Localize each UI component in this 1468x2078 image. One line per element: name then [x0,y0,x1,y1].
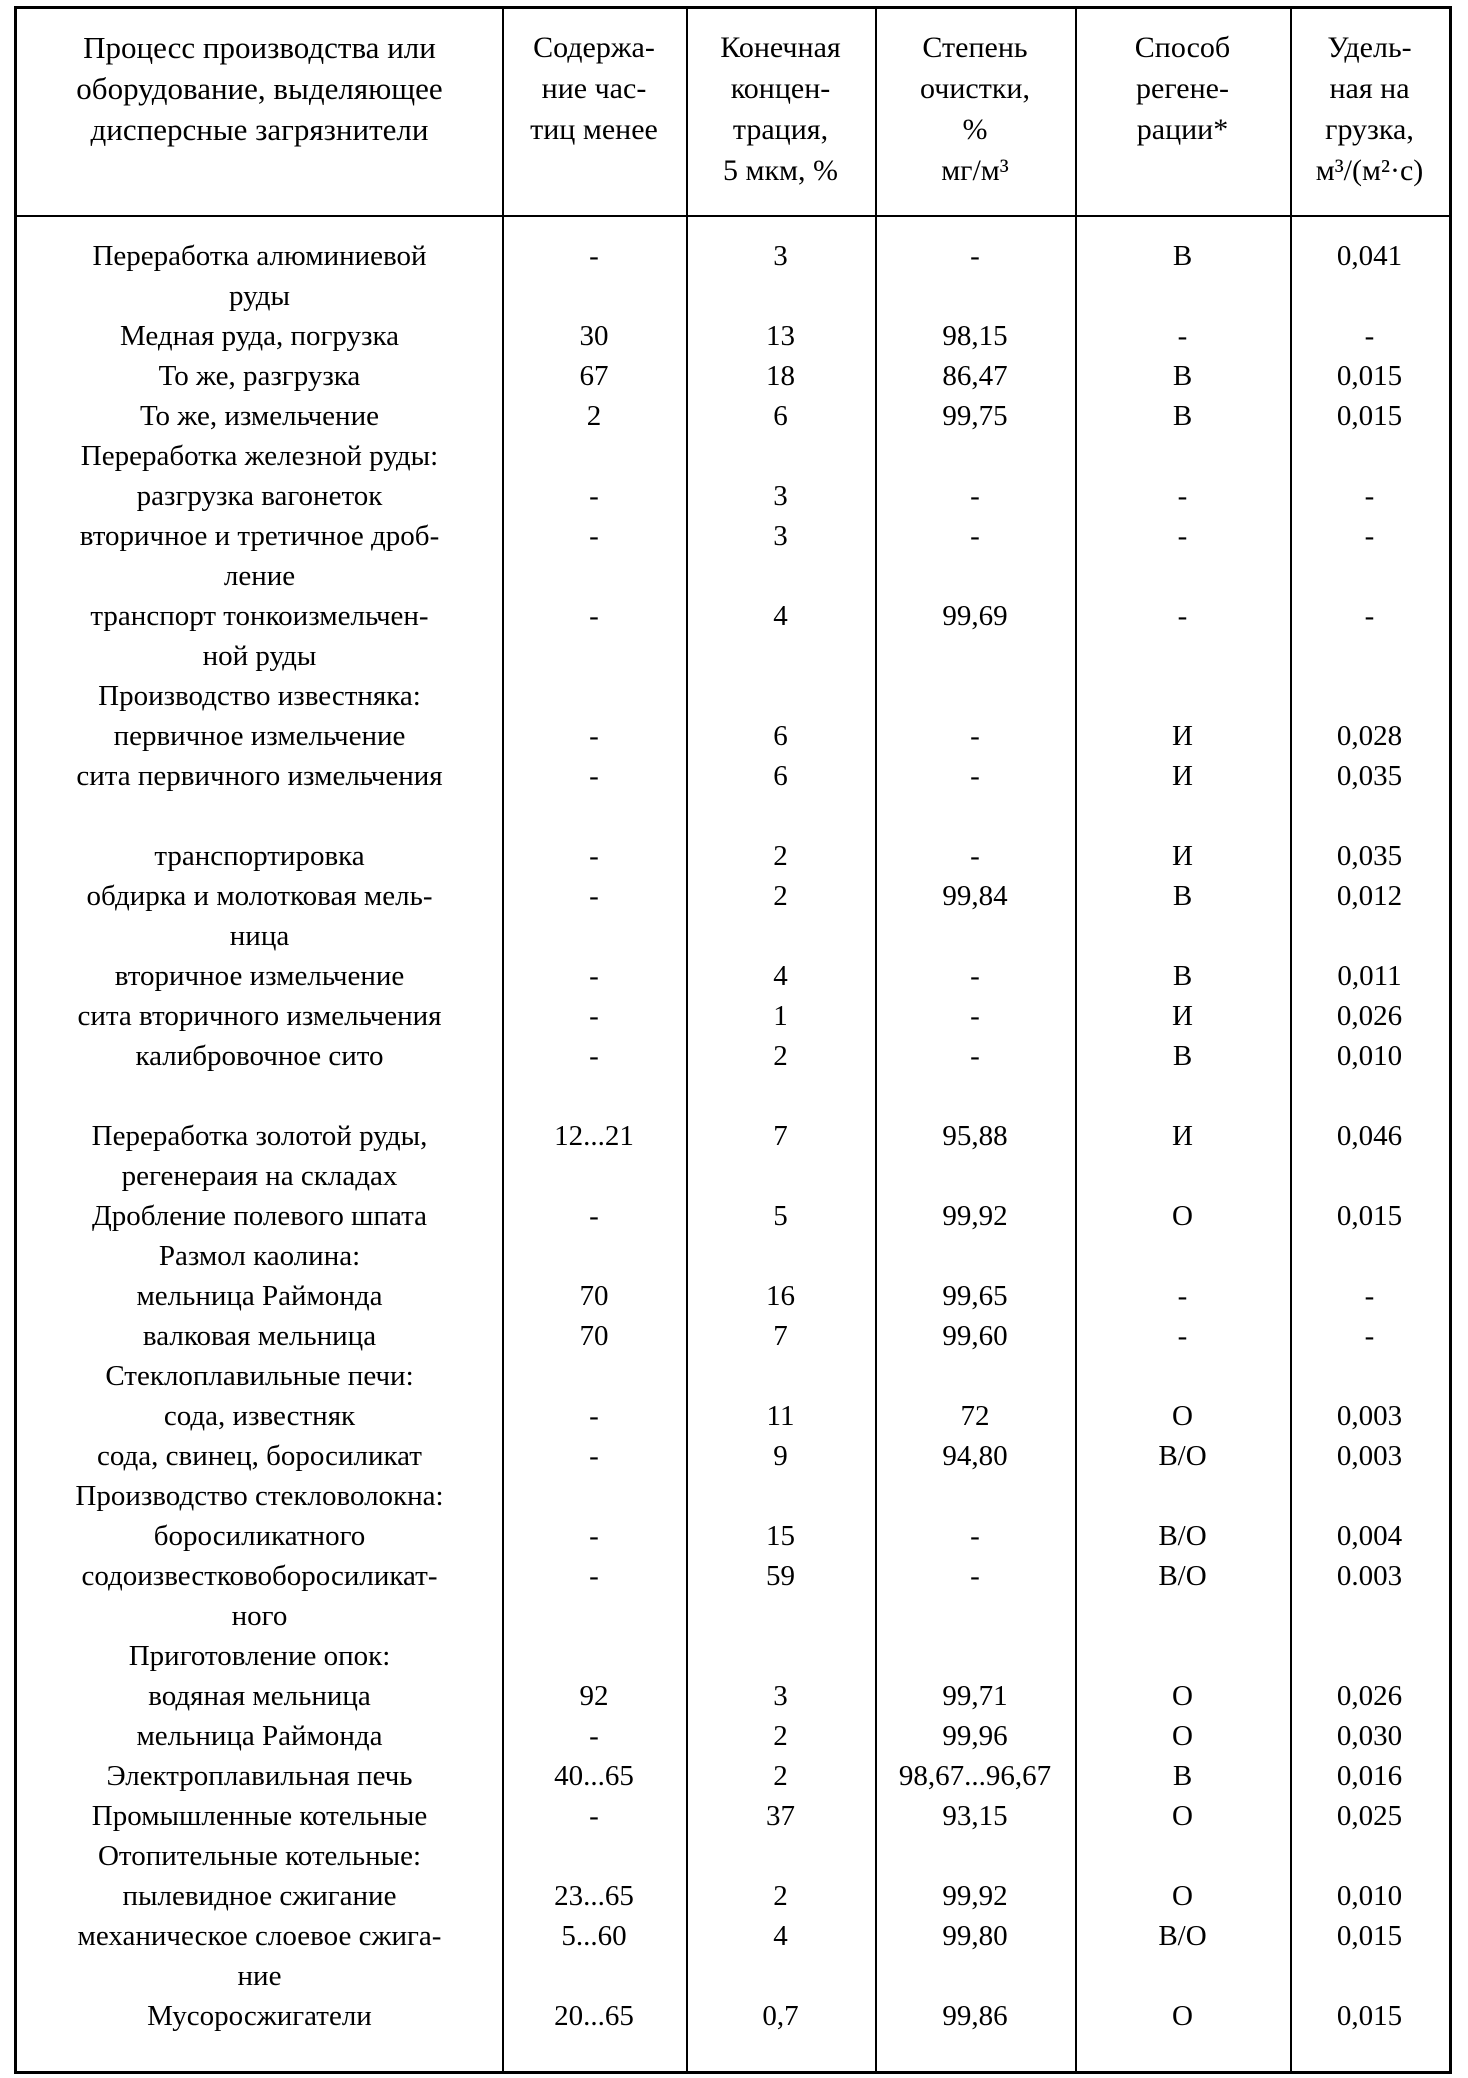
cell-final-concentration: 1 [773,1000,788,1032]
cell-process: Переработка железной руды: [80,440,439,472]
cell-final-concentration: 4 [773,600,788,632]
cell-specific-load: 0,016 [1336,1760,1403,1792]
cell-particle-content: 70 [579,1280,609,1312]
cell-process: калибровочное сито [135,1040,384,1072]
cell-final-concentration: 37 [766,1800,795,1832]
cell-specific-load: 0,026 [1336,1000,1403,1032]
cell-final-concentration: 3 [773,1680,788,1712]
cell-specific-load: 0,011 [1337,960,1402,992]
cell-specific-load: 0,015 [1336,360,1403,392]
cell-regeneration-method: И [1172,840,1193,872]
cell-cleaning-degree: 94,80 [942,1440,1008,1472]
cell-final-concentration: 2 [773,840,788,872]
cell-particle-content: 20...65 [554,2000,634,2032]
cell-cleaning-degree: 99,69 [942,600,1008,632]
cell-particle-content: - [589,520,599,552]
cell-process: Производство известняка: [98,680,421,712]
cell-cleaning-degree: 99,75 [942,400,1008,432]
cell-final-concentration: 5 [773,1200,788,1232]
cell-process: сита первичного измельчения [76,760,443,792]
cell-cleaning-degree: 99,84 [942,880,1008,912]
cell-process: мельница Раймонда [136,1720,383,1752]
cell-particle-content: 5...60 [561,1920,627,1952]
cell-final-concentration: 4 [773,960,788,992]
cell-cleaning-degree: 99,80 [942,1920,1008,1952]
cell-specific-load: 0,010 [1336,1040,1403,1072]
cell-specific-load: 0,003 [1336,1400,1403,1432]
cell-process: первичное измельчение [113,720,406,752]
cell-particle-content: 2 [586,400,602,432]
cell-regeneration-method: В/О [1158,1440,1207,1472]
cell-specific-load: 0,004 [1336,1520,1403,1552]
cell-specific-load: - [1364,600,1375,632]
cell-cleaning-degree: - [970,1040,980,1072]
cell-cleaning-degree: - [970,480,980,512]
cell-process: содоизвестковоборосиликат- ного [81,1560,438,1632]
cell-regeneration-method: О [1172,1400,1193,1432]
cell-particle-content: 67 [579,360,609,392]
cell-process: пылевидное сжигание [122,1880,397,1912]
cell-particle-content: - [589,1800,599,1832]
header-divider [17,215,1449,217]
cell-cleaning-degree: 99,86 [942,2000,1008,2032]
cell-regeneration-method: В [1172,360,1193,392]
data-table [14,6,1452,2074]
cell-particle-content: - [589,1520,599,1552]
cell-final-concentration: 6 [773,400,788,432]
cell-particle-content: - [589,1560,599,1592]
cell-cleaning-degree: - [970,520,980,552]
cell-final-concentration: 7 [773,1320,788,1352]
cell-process: обдирка и молотковая мель- ница [86,880,433,952]
cell-process: То же, разгрузка [158,360,361,392]
cell-final-concentration: 3 [773,240,788,272]
header-regeneration-method: Способ регене- рации* [1134,31,1231,146]
cell-particle-content: - [589,720,599,752]
cell-regeneration-method: В [1172,400,1193,432]
cell-process: Переработка алюминиевой руды [92,240,427,312]
cell-regeneration-method: О [1172,1680,1193,1712]
cell-final-concentration: 7 [773,1120,788,1152]
cell-regeneration-method: - [1177,1280,1188,1312]
cell-process: механическое слоевое сжига- ние [77,1920,442,1992]
cell-cleaning-degree: 98,15 [942,320,1008,352]
cell-cleaning-degree: 99,65 [942,1280,1008,1312]
cell-regeneration-method: - [1177,1320,1188,1352]
cell-cleaning-degree: 99,71 [942,1680,1008,1712]
cell-process: вторичное измельчение [114,960,405,992]
cell-specific-load: - [1364,1280,1375,1312]
cell-regeneration-method: И [1172,720,1193,752]
cell-particle-content: - [589,1000,599,1032]
cell-cleaning-degree: 99,96 [942,1720,1008,1752]
cell-final-concentration: 0,7 [762,2000,799,2032]
cell-final-concentration: 6 [773,760,788,792]
header-process: Процесс производства или оборудование, выделяющее дисперсные загрязнители [76,30,443,147]
cell-regeneration-method: О [1172,1800,1193,1832]
cell-specific-load: 0,010 [1336,1880,1403,1912]
cell-regeneration-method: О [1172,1200,1193,1232]
cell-specific-load: 0,015 [1336,1200,1403,1232]
cell-process: Стеклоплавильные печи: [105,1360,414,1392]
cell-specific-load: 0,026 [1336,1680,1403,1712]
cell-process: Медная руда, погрузка [119,320,400,352]
cell-process: Производство стекловолокна: [75,1480,444,1512]
cell-process: Промышленные котельные [91,1800,428,1832]
cell-regeneration-method: В/О [1158,1560,1207,1592]
cell-final-concentration: 3 [773,480,788,512]
cell-specific-load: 0,041 [1336,240,1403,272]
cell-particle-content: - [589,600,599,632]
cell-process: водяная мельница [148,1680,371,1712]
cell-particle-content: - [589,1720,599,1752]
cell-regeneration-method: - [1177,600,1188,632]
header-final-concentration: Конечная концен- трация, 5 мкм, % [720,31,841,187]
cell-cleaning-degree: 98,67...96,67 [898,1760,1052,1792]
cell-final-concentration: 4 [773,1920,788,1952]
cell-regeneration-method: И [1172,1000,1193,1032]
cell-final-concentration: 6 [773,720,788,752]
cell-regeneration-method: О [1172,1720,1193,1752]
cell-specific-load: 0.003 [1336,1560,1403,1592]
cell-particle-content: 23...65 [554,1880,634,1912]
cell-final-concentration: 2 [773,1880,788,1912]
cell-particle-content: - [589,1200,599,1232]
header-cleaning-degree: Степень очистки, % мг/м³ [920,31,1030,187]
cell-cleaning-degree: 93,15 [942,1800,1008,1832]
cell-regeneration-method: О [1172,1880,1193,1912]
cell-specific-load: - [1364,480,1375,512]
cell-specific-load: 0,015 [1336,400,1403,432]
cell-specific-load: - [1364,1320,1375,1352]
cell-particle-content: - [589,480,599,512]
cell-specific-load: 0,046 [1336,1120,1403,1152]
cell-process: боросиликатного [153,1520,366,1552]
cell-cleaning-degree: - [970,960,980,992]
cell-regeneration-method: В [1172,880,1193,912]
cell-cleaning-degree: 99,92 [942,1200,1008,1232]
cell-cleaning-degree: - [970,760,980,792]
cell-cleaning-degree: 99,92 [942,1880,1008,1912]
cell-particle-content: - [589,760,599,792]
cell-cleaning-degree: 86,47 [942,360,1008,392]
cell-particle-content: 12...21 [554,1120,634,1152]
cell-specific-load: 0,030 [1336,1720,1403,1752]
cell-process: Приготовление опок: [128,1640,391,1672]
cell-specific-load: 0,035 [1336,840,1403,872]
cell-specific-load: 0,012 [1336,880,1403,912]
cell-process: Электроплавильная печь [106,1760,413,1792]
cell-process: транспортировка [154,840,365,872]
cell-regeneration-method: И [1172,760,1193,792]
cell-particle-content: 40...65 [554,1760,634,1792]
cell-particle-content: - [589,1040,599,1072]
cell-cleaning-degree: - [970,240,980,272]
cell-specific-load: 0,035 [1336,760,1403,792]
cell-regeneration-method: В [1172,1760,1193,1792]
cell-cleaning-degree: - [970,1000,980,1032]
cell-regeneration-method: О [1172,2000,1193,2032]
cell-final-concentration: 59 [766,1560,795,1592]
cell-cleaning-degree: 99,60 [942,1320,1008,1352]
cell-particle-content: 92 [579,1680,609,1712]
cell-particle-content: 70 [579,1320,609,1352]
cell-process: Мусоросжигатели [147,2000,372,2032]
cell-particle-content: - [589,880,599,912]
cell-regeneration-method: - [1177,520,1188,552]
cell-process: вторичное и третичное дроб- ление [79,520,440,592]
cell-regeneration-method: И [1172,1120,1193,1152]
cell-process: мельница Раймонда [136,1280,383,1312]
cell-final-concentration: 2 [773,1720,788,1752]
header-particle-content: Содержа- ние час- тиц менее [530,31,658,146]
cell-cleaning-degree: - [970,1560,980,1592]
cell-cleaning-degree: - [970,840,980,872]
cell-process: сода, известняк [163,1400,356,1432]
cell-process: транспорт тонкоизмельчен- ной руды [90,600,429,672]
cell-final-concentration: 16 [766,1280,795,1312]
cell-regeneration-method: В/О [1158,1520,1207,1552]
cell-cleaning-degree: - [970,720,980,752]
cell-specific-load: 0,028 [1336,720,1403,752]
cell-particle-content: - [589,1440,599,1472]
cell-particle-content: - [589,1400,599,1432]
cell-process: валковая мельница [142,1320,377,1352]
cell-cleaning-degree: 72 [960,1400,990,1432]
cell-process: сита вторичного измельчения [77,1000,442,1032]
cell-process: Дробление полевого шпата [91,1200,428,1232]
cell-final-concentration: 18 [766,360,795,392]
cell-regeneration-method: В [1172,240,1193,272]
cell-process: Переработка золотой руды, регенераия на складах [91,1120,428,1192]
cell-final-concentration: 3 [773,520,788,552]
cell-final-concentration: 2 [773,1040,788,1072]
cell-specific-load: 0,015 [1336,1920,1403,1952]
cell-process: То же, измельчение [140,400,379,432]
cell-final-concentration: 2 [773,880,788,912]
cell-cleaning-degree: - [970,1520,980,1552]
cell-regeneration-method: В [1172,960,1193,992]
cell-specific-load: 0,015 [1336,2000,1403,2032]
cell-particle-content: - [589,240,599,272]
cell-specific-load: 0,025 [1336,1800,1403,1832]
cell-regeneration-method: В/О [1158,1920,1207,1952]
cell-particle-content: - [589,840,599,872]
cell-final-concentration: 2 [773,1760,788,1792]
cell-particle-content: - [589,960,599,992]
cell-regeneration-method: В [1172,1040,1193,1072]
header-specific-load: Удель- ная на грузка, м³/(м²·с) [1315,31,1424,187]
cell-specific-load: 0,003 [1336,1440,1403,1472]
cell-specific-load: - [1364,520,1375,552]
cell-process: сода, свинец, боросиликат [97,1440,422,1472]
cell-specific-load: - [1364,320,1375,352]
cell-final-concentration: 9 [773,1440,788,1472]
cell-process: Отопительные котельные: [97,1840,422,1872]
cell-process: разгрузка вагонеток [136,480,383,512]
cell-final-concentration: 11 [766,1400,795,1432]
cell-particle-content: 30 [579,320,609,352]
cell-regeneration-method: - [1177,320,1188,352]
cell-final-concentration: 13 [766,320,795,352]
cell-cleaning-degree: 95,88 [942,1120,1008,1152]
cell-process: Размол каолина: [158,1240,361,1272]
cell-regeneration-method: - [1177,480,1188,512]
cell-final-concentration: 15 [766,1520,795,1552]
